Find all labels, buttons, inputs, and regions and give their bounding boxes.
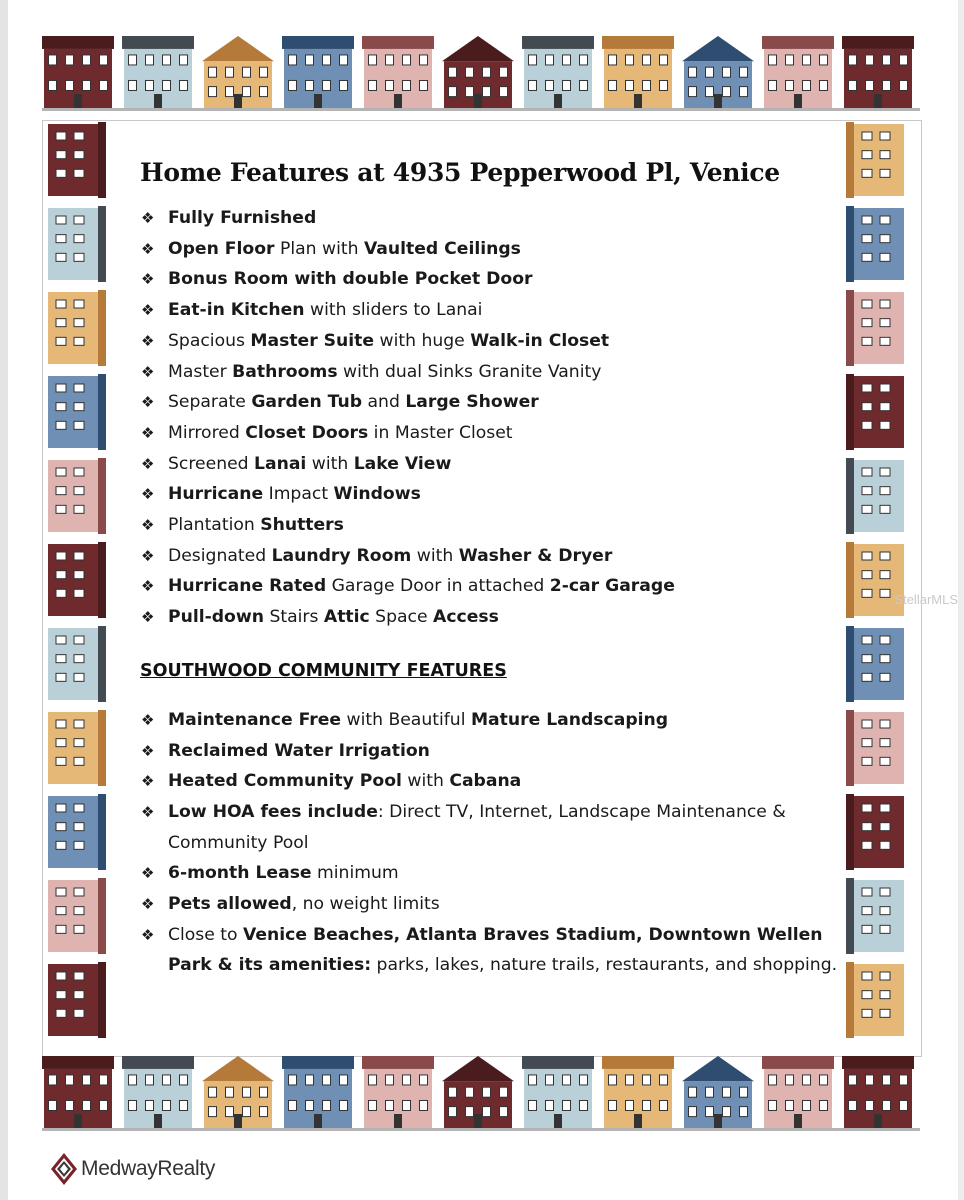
community-section-title: SOUTHWOOD COMMUNITY FEATURES <box>140 660 507 681</box>
feature-text: Pets allowed <box>168 894 292 915</box>
feature-text: Garden Tub <box>251 392 363 413</box>
house-icon <box>846 206 904 282</box>
community-feature-item <box>140 705 840 736</box>
house-icon <box>202 1056 274 1128</box>
feature-text: and <box>362 392 406 413</box>
home-feature-item <box>140 234 840 265</box>
feature-text: Heated Community Pool <box>168 771 402 792</box>
feature-text: Hurricane <box>168 484 264 505</box>
feature-text: Bonus Room with double Pocket Door <box>168 269 533 290</box>
page-edge-right <box>958 0 964 1200</box>
feature-text: Impact <box>263 484 334 505</box>
house-icon <box>522 1056 594 1128</box>
house-icon <box>846 962 904 1038</box>
home-feature-item <box>140 357 840 388</box>
home-feature-item <box>140 418 840 449</box>
feature-text: Vaulted Ceilings <box>363 238 521 259</box>
home-feature-item <box>140 295 840 326</box>
house-icon <box>202 36 274 108</box>
community-feature-item <box>140 920 840 981</box>
community-feature-item <box>140 766 840 797</box>
feature-text: Space <box>369 607 434 628</box>
feature-text: in Master Closet <box>368 422 513 443</box>
home-features-list <box>140 203 840 633</box>
feature-text: Open Floor <box>168 238 275 259</box>
house-icon <box>48 626 106 702</box>
feature-text: Walk-in Closet <box>470 330 610 351</box>
house-icon <box>522 36 594 108</box>
feature-text: Access <box>433 607 499 628</box>
feature-text: Master <box>168 361 233 382</box>
home-feature-item <box>140 541 840 572</box>
feature-text: Low HOA fees include <box>168 801 378 822</box>
house-icon <box>48 962 106 1038</box>
house-border-right <box>840 120 920 1050</box>
home-feature-item <box>140 387 840 418</box>
feature-text: Pull-down <box>168 607 264 628</box>
house-icon <box>846 794 904 870</box>
feature-text: Bathrooms <box>232 361 338 382</box>
feature-text: Mature Landscaping <box>470 709 669 730</box>
house-icon <box>602 1056 674 1128</box>
feature-text: Hurricane Rated <box>168 576 327 597</box>
feature-text: Lanai <box>254 453 307 474</box>
feature-text: Screened <box>168 453 255 474</box>
feature-text: Fully Furnished <box>168 208 317 228</box>
house-icon <box>762 1056 834 1128</box>
house-icon <box>362 36 434 108</box>
home-feature-item <box>140 203 840 234</box>
home-feature-item <box>140 449 840 480</box>
house-icon <box>48 542 106 618</box>
feature-text: with dual Sinks Granite Vanity <box>337 361 602 382</box>
feature-text: Windows <box>333 484 421 505</box>
feature-text: with Beautiful <box>341 709 471 730</box>
home-feature-item <box>140 326 840 357</box>
feature-text: Mirrored <box>168 422 246 443</box>
feature-text: Designated <box>168 545 272 566</box>
house-border-top <box>42 30 920 112</box>
feature-text: Stairs <box>263 607 324 628</box>
house-icon <box>682 1056 754 1128</box>
house-icon <box>48 122 106 198</box>
flyer-content <box>140 158 840 981</box>
feature-text: with <box>306 453 354 474</box>
community-feature-item <box>140 889 840 920</box>
feature-text: Cabana <box>449 771 522 792</box>
house-icon <box>122 36 194 108</box>
house-border-bottom <box>42 1050 920 1132</box>
house-icon <box>48 878 106 954</box>
house-icon <box>48 290 106 366</box>
feature-text: parks, lakes, nature trails, restaurants, and shopping. <box>371 955 838 976</box>
house-icon <box>762 36 834 108</box>
house-icon <box>846 122 904 198</box>
feature-text: Closet Doors <box>245 422 369 443</box>
house-icon <box>846 374 904 450</box>
feature-text: Separate <box>168 392 252 413</box>
mls-watermark: StellarMLS <box>894 592 958 607</box>
house-icon <box>48 206 106 282</box>
community-features-list <box>140 705 840 981</box>
house-border-left <box>42 120 122 1050</box>
house-icon <box>42 1056 114 1128</box>
house-icon <box>842 1056 914 1128</box>
feature-text: with <box>411 545 459 566</box>
medway-realty-logo <box>50 1152 215 1186</box>
page-edge <box>0 0 8 1200</box>
house-icon <box>42 36 114 108</box>
house-icon <box>48 374 106 450</box>
feature-text: with huge <box>374 330 471 351</box>
community-feature-item <box>140 858 840 889</box>
feature-text: Plantation <box>168 515 261 536</box>
feature-text: with sliders to Lanai <box>304 300 483 321</box>
house-icon <box>682 36 754 108</box>
feature-text: Master Suite <box>250 330 375 351</box>
home-feature-item <box>140 510 840 541</box>
feature-text: minimum <box>311 863 399 884</box>
feature-text: Lake View <box>353 453 452 474</box>
feature-text: Washer & Dryer <box>458 545 613 566</box>
house-icon <box>442 1056 514 1128</box>
house-icon <box>842 36 914 108</box>
house-icon <box>48 458 106 534</box>
feature-text: Plan with <box>274 238 364 259</box>
page-title: Home Features at 4935 Pepperwood Pl, Venice <box>140 158 780 187</box>
house-icon <box>48 794 106 870</box>
home-feature-item <box>140 264 840 295</box>
house-icon <box>846 878 904 954</box>
feature-text: 6-month Lease <box>168 863 312 884</box>
community-feature-item <box>140 797 840 858</box>
house-icon <box>846 458 904 534</box>
feature-text: Spacious <box>168 330 251 351</box>
feature-text: Attic <box>323 607 370 628</box>
feature-text: with <box>401 771 450 792</box>
home-feature-item <box>140 479 840 510</box>
medway-diamond-logo-icon <box>50 1152 78 1186</box>
feature-text: Maintenance Free <box>168 709 342 730</box>
feature-text: Shutters <box>260 515 344 536</box>
feature-text: Large Shower <box>405 392 539 413</box>
home-feature-item <box>140 571 840 602</box>
house-icon <box>362 1056 434 1128</box>
house-icon <box>442 36 514 108</box>
feature-text: 2-car Garage <box>549 576 675 597</box>
house-icon <box>282 1056 354 1128</box>
feature-text: Garage Door in attached <box>326 576 550 597</box>
community-feature-item <box>140 736 840 767</box>
home-feature-item <box>140 602 840 633</box>
feature-text: : Direct TV, Internet, Landscape Maintenance & Community Pool <box>168 801 786 853</box>
feature-text: Venice Beaches, Atlanta Braves Stadium, Downtown Wellen Park & its amenities: <box>168 924 823 976</box>
house-icon <box>846 626 904 702</box>
feature-text: Close to <box>168 924 244 945</box>
house-icon <box>122 1056 194 1128</box>
house-icon <box>602 36 674 108</box>
feature-text: Eat-in Kitchen <box>168 300 305 321</box>
feature-text: Reclaimed Water Irrigation <box>168 740 430 761</box>
feature-text: Laundry Room <box>271 545 412 566</box>
feature-text: , no weight limits <box>291 894 440 915</box>
house-icon <box>846 290 904 366</box>
house-icon <box>48 710 106 786</box>
house-icon <box>846 710 904 786</box>
brand-name: MedwayRealty <box>81 1157 216 1180</box>
house-icon <box>282 36 354 108</box>
